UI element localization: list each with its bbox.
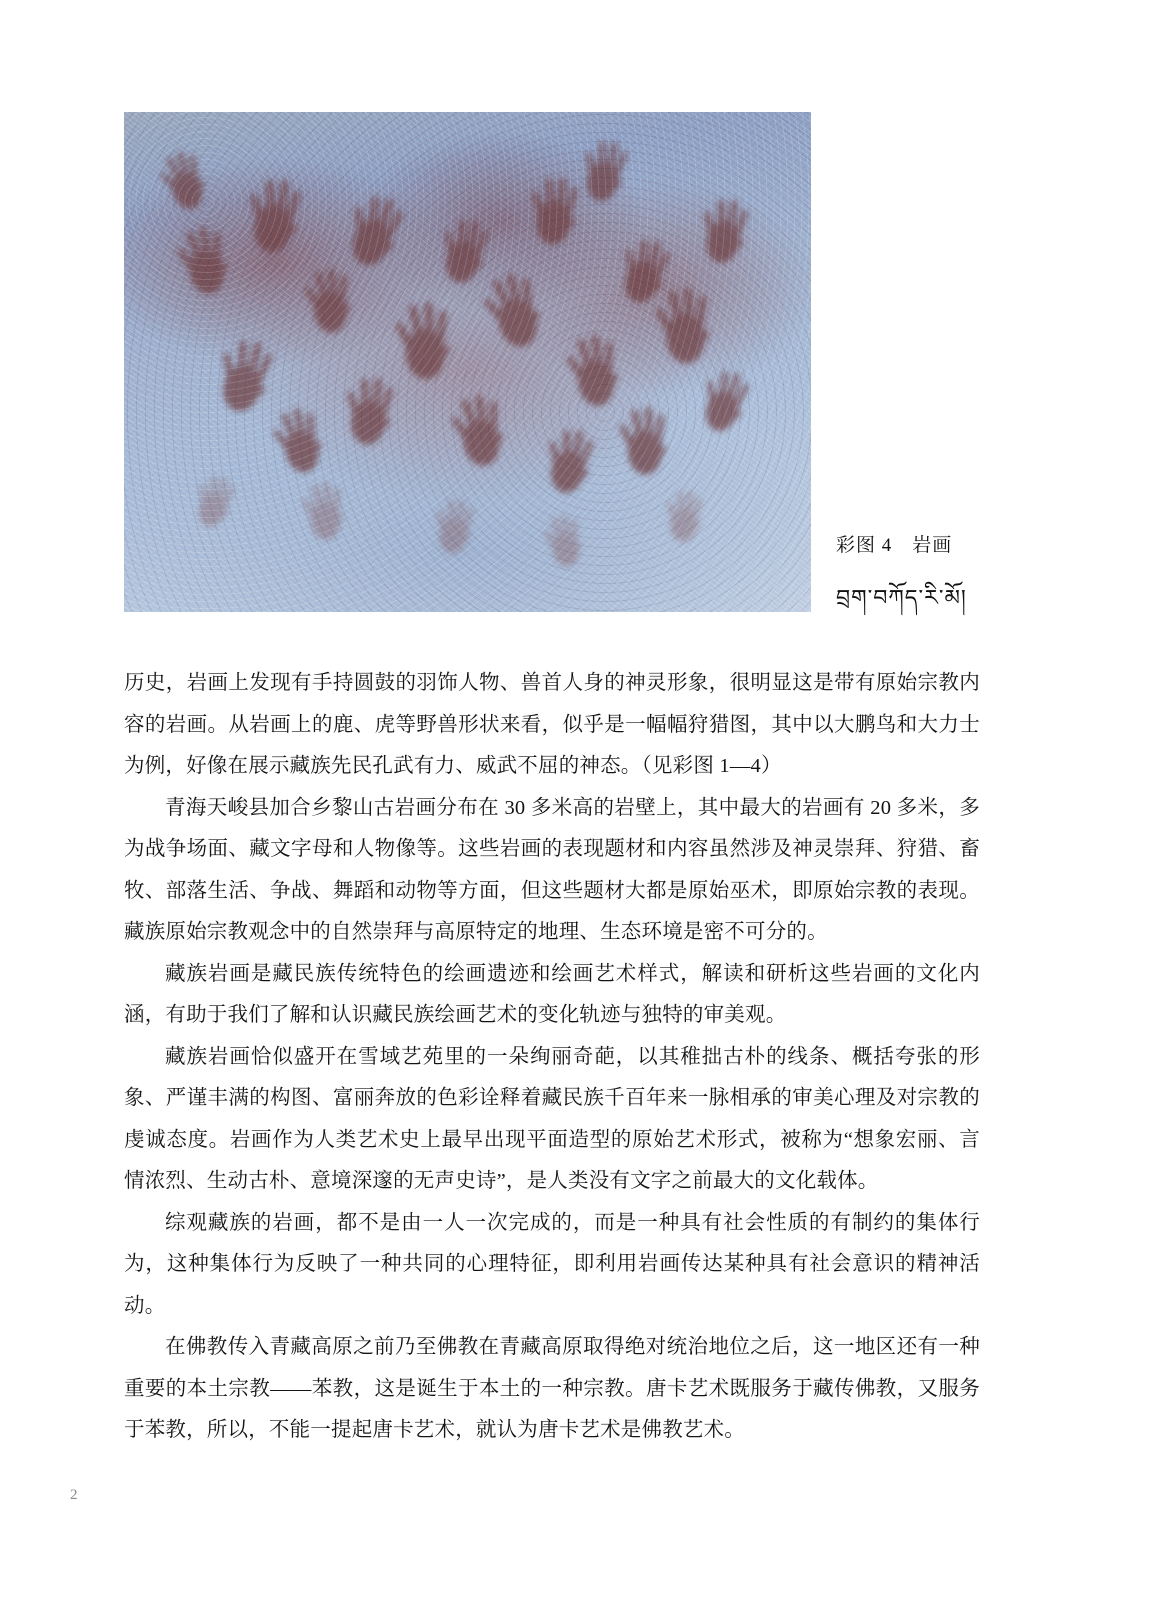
figure-caption bbox=[836, 530, 1096, 635]
figure-caption-tibetan: བྲག་བཀོད་རི་མོ། bbox=[836, 586, 967, 611]
body-text bbox=[124, 663, 980, 1452]
figure-container bbox=[124, 112, 811, 612]
paragraph-3: 藏族岩画是藏民族传统特色的绘画遗迹和绘画艺术样式，解读和研析这些岩画的文化内涵，有助于我们了解和认识藏民族绘画艺术的变化轨迹与独特的审美观。 bbox=[124, 962, 980, 1026]
handprint-shapes-overlay bbox=[124, 112, 811, 612]
page-number: 2 bbox=[70, 1487, 78, 1503]
paragraph-2: 青海天峻县加合乡黎山古岩画分布在 30 多米高的岩壁上，其中最大的岩画有 20 多米，多为战争场面、藏文字母和人物像等。这些岩画的表现题材和内容虽然涉及神灵崇拜、狩猎、畜牧、部落生活、争战、舞蹈和动物等方面，但这些题材大都是原始巫术，即原始宗教的表现。藏族原始宗教观念中的自然崇拜与高原特定的地理、生态环境是密不可分的。 bbox=[124, 796, 980, 943]
paragraph-4: 藏族岩画恰似盛开在雪域艺苑里的一朵绚丽奇葩，以其稚拙古朴的线条、概括夸张的形象、严谨丰满的构图、富丽奔放的色彩诠释着藏民族千百年来一脉相承的审美心理及对宗教的虔诚态度。岩画作为人类艺术史上最早出现平面造型的原始艺术形式，被称为“想象宏丽、言情浓烈、生动古朴、意境深邃的无声史诗”，是人类没有文字之前最大的文化载体。 bbox=[124, 1045, 980, 1192]
rock-art-handprints-photograph bbox=[124, 112, 811, 612]
paragraph-1: 历史，岩画上发现有手持圆鼓的羽饰人物、兽首人身的神灵形象，很明显这是带有原始宗教内容的岩画。从岩画上的鹿、虎等野兽形状来看，似乎是一幅幅狩猎图，其中以大鹏鸟和大力士为例，好像在展示藏族先民孔武有力、威武不屈的神态。（见彩图 1—4） bbox=[124, 672, 980, 777]
paragraph-5: 综观藏族的岩画，都不是由一人一次完成的，而是一种具有社会性质的有制约的集体行为，这种集体行为反映了一种共同的心理特征，即利用岩画传达某种具有社会意识的精神活动。 bbox=[124, 1211, 980, 1317]
paragraph-6: 在佛教传入青藏高原之前乃至佛教在青藏高原取得绝对统治地位之后，这一地区还有一种重要的本土宗教——苯教，这是诞生于本土的一种宗教。唐卡艺术既服务于藏传佛教，又服务于苯教，所以，不能一提起唐卡艺术，就认为唐卡艺术是佛教艺术。 bbox=[124, 1336, 980, 1441]
figure-caption-chinese: 彩图 4 岩画 bbox=[836, 535, 953, 556]
